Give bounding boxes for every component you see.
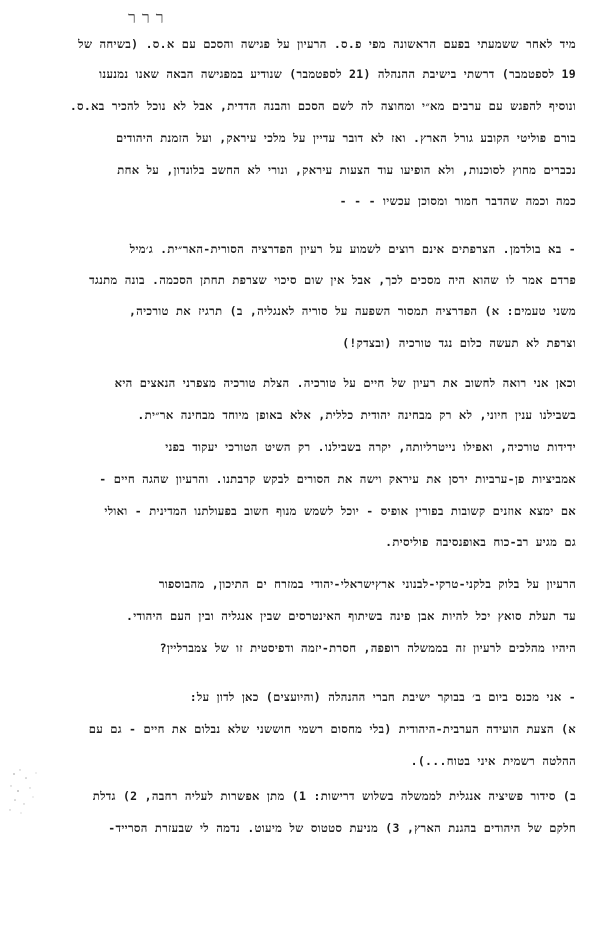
text-line: נכברים מחוץ לסוכנות, ולא הופיעו עוד הצעות עיראק, ונורי לא החשב בלונדון, על אחת — [117, 163, 576, 177]
text-line: מיד לאחר ששמעתי בפעם הראשונה מפי פ.ס. הרעיון על פגישה והסכם עם א.ס. (בשיחה של — [78, 37, 576, 51]
text-line: אם ימצא אוזנים קשובות בפורין אופיס - יוכל לשמש מנוף חשוב בפעולתנו המדינית - ואולי — [104, 504, 576, 518]
scan-speckle — [6, 764, 58, 818]
text-line: אמביציות פן-ערביות ירסן את עיראק וישה את הסורים לבקש קרבתנו. והרעיון שהגה חיים - — [99, 472, 576, 486]
text-line: וצרפת לא תעשה כלום נגד טורכיה (ובצדק!) — [342, 336, 576, 350]
text-line: הרעיון על בלוק בלקני-טרקי-לבנוני ארץישראלי-יהודי במזרח ים התיכון, מהבוספור — [158, 577, 576, 591]
text-line: עד תעלת סואץ יכל להיות אבן פינה בשיתוף האינטרסים שבין אנגליה ובין העם היהודי. — [125, 609, 576, 623]
text-line: - בא בולדמן. הצרפתים אינם רוצים לשמוע על רעיון הפדרציה הסורית-האר״ית. ג׳מיל — [129, 242, 576, 256]
text-line: וכאן אני רואה לחשוב את רעיון של חיים על טורכיה. הצלת טורכיה מצפרני הנאצים היא — [114, 376, 576, 390]
text-line: כמה וכמה שהדבר חמור ומסוכן עכשיו - - - — [339, 194, 576, 208]
text-line: בורם פוליטי הקובע גורל הארץ. ואז לא דובר עדיין על מלכי עיראק, ועל הזמנת היהודים — [115, 131, 576, 145]
text-line: 19 לספטמבר) דרשתי בישיבת ההנהלה (21 לספטמבר) שנודיע במפגישה הבאה שאנו נמנענו — [99, 67, 576, 81]
text-line: ידידות טורכיה, ואפילו נייטרליותה, יקרה בשבילנו. רק השיט הטורכי יעקוד בפני — [165, 440, 576, 454]
text-line: א) הצעת הועידה הערבית-היהודית (בלי מחסום רשמי חוששני שלא נבלום את חיים - גם עם — [88, 722, 576, 736]
text-line: חלקם של היהודים בהגנת הארץ, 3) מניעת סטטוס של מיעוט. נדמה לי שבעזרת הסרייד- — [108, 821, 576, 835]
header-mark: ררר — [128, 8, 170, 27]
text-line: ב) סידור פשיציה אנגלית לממשלה בשלוש דרישות: 1) מתן אפשרות לעליה רחבה, 2) גדלת — [92, 789, 576, 803]
text-line: פרדם אמר לו שהוא היה מסכים לכך, אבל אין שום סיכוי שצרפת תחתן הסכמה. בונה מתנגד — [89, 273, 576, 287]
text-line: בשבילנו ענין חיוני, לא רק מבחינה יהודית כללית, אלא באופן מיוחד מבחינה אר״ית. — [137, 408, 576, 422]
text-line: ההלטה רשמית איני בטוח...). — [410, 754, 576, 768]
text-line: היהיו מהלכים לרעיון זה בממשלה רופפה, חסרת-יזמה ודפיסטית זו של צמברליין? — [159, 641, 576, 655]
text-line: משני טעמים: א) הפדרציה תמסור השפעה על סוריה לאנגליה, ב) תרגיז את טורכיה, — [128, 304, 576, 318]
text-line: - אני מכנס ביום ב׳ בבוקר ישיבת חברי ההנהלה (והיועצים) כאן לדון על: — [189, 690, 576, 704]
text-line: גם מגיע רב-כוח באופנסיבה פוליסית. — [385, 535, 576, 549]
text-line: ונוסיף להפגש עם ערבים מא״י ומחוצה לה לשם הסכם והבנה הדדית, אבל לא נוכל להכיר בא.ס. — [69, 99, 576, 113]
